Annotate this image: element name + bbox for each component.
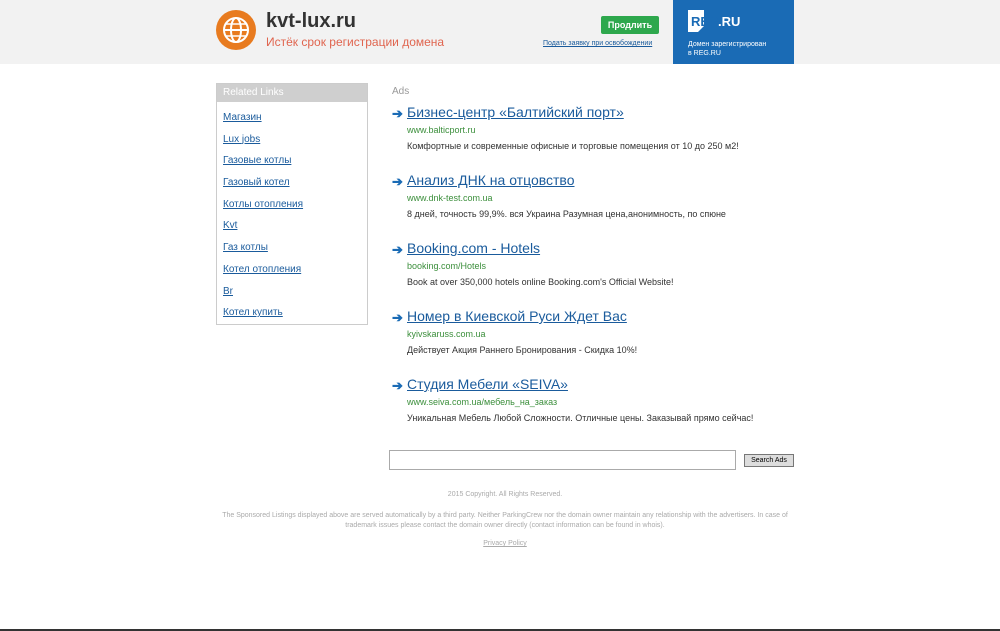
ad-description: Действует Акция Раннего Бронирования - Скидка 10%! bbox=[407, 345, 638, 355]
ad-title-link[interactable]: Анализ ДНК на отцовство bbox=[407, 172, 575, 188]
arrow-right-icon: ➔ bbox=[392, 174, 403, 189]
list-item bbox=[217, 257, 367, 279]
related-link[interactable]: Котел отопления bbox=[223, 263, 302, 275]
arrow-right-icon: ➔ bbox=[392, 378, 403, 393]
ad-title-link[interactable]: Booking.com - Hotels bbox=[407, 240, 541, 256]
list-item bbox=[217, 300, 367, 322]
related-link[interactable]: Lux jobs bbox=[223, 133, 261, 145]
list-item bbox=[217, 192, 367, 214]
ad-title-link[interactable]: Номер в Киевской Руси Ждет Вас bbox=[407, 308, 627, 324]
related-links-list bbox=[217, 105, 367, 322]
ad-url[interactable]: booking.com/Hotels bbox=[407, 261, 487, 271]
list-item bbox=[217, 279, 367, 301]
related-link[interactable]: Газ котлы bbox=[223, 242, 268, 254]
domain-expired-notice: Истёк срок регистрации домена bbox=[266, 35, 445, 49]
list-item bbox=[217, 235, 367, 257]
related-link[interactable]: Котел купить bbox=[223, 307, 283, 319]
reg-logo-text: REG bbox=[691, 14, 720, 29]
list-item bbox=[217, 213, 367, 235]
related-link[interactable]: Газовые котлы bbox=[223, 155, 292, 167]
related-link[interactable]: Магазин bbox=[223, 112, 262, 123]
ad-description: 8 дней, точность 99,9%. вся Украина Разумная цена,анонимность, по спюне bbox=[407, 209, 726, 219]
copyright: 2015 Copyright. All Rights Reserved. bbox=[447, 491, 563, 498]
reg-ru-banner[interactable] bbox=[673, 0, 794, 64]
renew-button[interactable]: Продлить bbox=[601, 16, 659, 34]
arrow-right-icon: ➔ bbox=[392, 242, 403, 257]
reg-caption-line2: в REG.RU bbox=[688, 50, 721, 57]
related-links-title: Related Links bbox=[217, 84, 367, 102]
search-ads-button[interactable]: Search Ads bbox=[744, 454, 794, 467]
search-ads-input[interactable] bbox=[389, 450, 736, 470]
ad-description: Уникальная Мебель Любой Сложности. Отличные цены. Заказывай прямо сейчас! bbox=[407, 413, 754, 423]
related-link[interactable]: Котлы отопления bbox=[223, 198, 304, 210]
ads-label: Ads bbox=[392, 86, 410, 97]
ad-description: Book at over 350,000 hotels online Booking.com's Official Website! bbox=[407, 277, 674, 287]
ad-url[interactable]: www.dnk-test.com.ua bbox=[407, 193, 493, 203]
reg-logo-suffix: .RU bbox=[718, 14, 741, 29]
list-item bbox=[217, 105, 367, 127]
privacy-policy bbox=[216, 540, 794, 547]
globe-icon bbox=[216, 10, 256, 50]
list-item bbox=[217, 127, 367, 149]
list-item bbox=[217, 148, 367, 170]
ad-title-link[interactable]: Бизнес-центр «Балтийский порт» bbox=[407, 104, 624, 120]
list-item bbox=[217, 170, 367, 192]
ad-title-link[interactable]: Студия Мебели «SEIVA» bbox=[407, 376, 568, 392]
privacy-policy-link[interactable]: Privacy Policy bbox=[483, 540, 527, 547]
site-title: kvt-lux.ru bbox=[266, 10, 357, 32]
arrow-right-icon: ➔ bbox=[392, 106, 403, 121]
reg-ru-caption bbox=[688, 40, 766, 58]
related-link[interactable]: Br bbox=[223, 285, 233, 297]
apply-on-release-link[interactable]: Подать заявку при освобождении bbox=[543, 40, 653, 47]
reg-ru-logo-icon bbox=[688, 10, 748, 32]
ad-url[interactable]: www.seiva.com.ua/мебель_на_заказ bbox=[407, 397, 558, 407]
disclaimer: The Sponsored Listings displayed above are served automatically by a third party. Neither ParkingCrew nor the domain owner maintain any relationship with the advertisers. In case of trademark issues please contact the domain owner directly (contact information can be found in whois). bbox=[222, 512, 788, 529]
related-link[interactable]: Kvt bbox=[223, 220, 238, 232]
ad-url[interactable]: www.balticport.ru bbox=[407, 125, 476, 135]
ad-description: Комфортные и современные офисные и торговые помещения от 10 до 250 м2! bbox=[407, 141, 739, 151]
related-link[interactable]: Газовый котел bbox=[223, 177, 290, 189]
ad-url[interactable]: kyivskaruss.com.ua bbox=[407, 329, 486, 339]
arrow-right-icon: ➔ bbox=[392, 310, 403, 325]
header bbox=[0, 0, 1000, 64]
reg-caption-line1: Домен зарегистрирован bbox=[688, 41, 767, 48]
related-links-panel bbox=[216, 83, 368, 325]
